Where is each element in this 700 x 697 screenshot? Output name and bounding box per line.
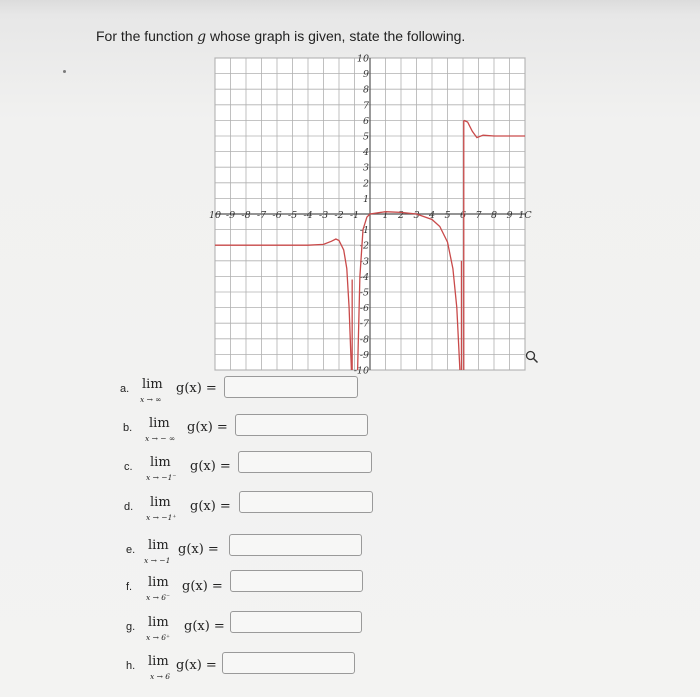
y-tick-label: 6 (362, 115, 369, 127)
part-letter: g. (126, 621, 136, 633)
part-letter: a. (120, 383, 130, 395)
limit-expression: g(x) = (190, 499, 231, 514)
y-tick-label: -8 (359, 334, 369, 346)
limit-expression: g(x) = (184, 619, 225, 634)
margin-dot (63, 70, 66, 73)
y-tick-label: -5 (359, 287, 369, 299)
y-tick-label: 7 (362, 100, 369, 112)
prompt-text-start: For the function (96, 28, 198, 44)
limit-expression: g(x) = (190, 459, 231, 474)
limit-expression: g(x) = (182, 579, 223, 594)
y-tick-label: 8 (362, 84, 369, 96)
limit-operator: lim (150, 455, 171, 470)
limit-approach: x → −1⁻ (146, 473, 177, 482)
y-tick-label: -6 (359, 303, 369, 315)
limit-approach: x → −1⁺ (146, 513, 177, 522)
limit-operator: lim (148, 575, 169, 590)
answer-box-b[interactable] (235, 414, 368, 436)
magnifier-icon[interactable] (525, 350, 539, 364)
y-tick-label: -1 (359, 225, 369, 237)
x-tick-label: -9 (225, 210, 236, 221)
limit-approach: x → −1 (144, 556, 171, 565)
question-prompt (96, 28, 465, 45)
x-tick-label: -2 (334, 210, 344, 221)
x-tick-label: -7 (256, 210, 267, 221)
x-tick-label: -1 (349, 210, 360, 221)
x-tick-label: 2 (397, 210, 405, 221)
y-tick-label: 2 (362, 178, 369, 190)
limit-expression: g(x) = (176, 381, 217, 396)
y-tick-label: -2 (359, 240, 369, 252)
y-tick-label: 9 (362, 69, 369, 81)
limit-approach: x → 6⁺ (146, 633, 171, 642)
limit-expression: g(x) = (187, 420, 228, 435)
x-tick-label: 5 (444, 210, 451, 221)
part-letter: h. (126, 660, 136, 672)
answer-box-e[interactable] (229, 534, 362, 556)
y-tick-label: 5 (362, 131, 369, 143)
x-tick-label: -3 (318, 210, 329, 221)
prompt-function-name: g (197, 29, 207, 45)
y-tick-label: -9 (359, 349, 369, 361)
y-tick-label: -4 (359, 271, 369, 283)
limit-operator: lim (150, 495, 171, 510)
part-letter: f. (126, 581, 133, 593)
x-tick-label: 7 (475, 210, 482, 221)
answer-box-d[interactable] (239, 491, 373, 513)
x-tick-label: 8 (490, 210, 498, 221)
limit-approach: x → 6 (150, 672, 171, 681)
part-letter: c. (124, 461, 133, 473)
x-tick-label: 4 (428, 210, 436, 221)
x-tick-label: -4 (303, 210, 313, 221)
x-tick-label: 3 (413, 210, 420, 221)
answer-box-g[interactable] (230, 611, 362, 633)
part-letter: b. (123, 422, 133, 434)
y-tick-label: 3 (362, 162, 369, 174)
answer-box-a[interactable] (224, 376, 358, 398)
x-tick-label: -8 (241, 210, 251, 221)
limit-expression: g(x) = (176, 658, 217, 673)
y-tick-label: -7 (359, 318, 369, 330)
x-tick-label: 10 (208, 210, 222, 221)
part-letter: d. (124, 501, 134, 513)
y-tick-label: -10 (353, 365, 369, 377)
part-letter: e. (126, 544, 136, 556)
y-tick-label: 10 (356, 53, 369, 65)
limit-operator: lim (148, 538, 169, 553)
x-tick-label: 1C (518, 210, 532, 221)
limit-operator: lim (148, 615, 169, 630)
limit-expression: g(x) = (178, 542, 219, 557)
limit-approach: x → 6⁻ (146, 593, 171, 602)
limit-approach: x → ∞ (140, 395, 162, 404)
function-graph (208, 44, 540, 377)
x-tick-label: -6 (272, 210, 282, 221)
x-tick-label: 1 (382, 210, 389, 221)
x-tick-label: 6 (459, 210, 467, 221)
limit-operator: lim (148, 654, 169, 669)
prompt-text-end: whose graph is given, state the following. (206, 28, 466, 44)
x-tick-label: -5 (287, 210, 298, 221)
limit-approach: x → − ∞ (145, 434, 176, 443)
limit-operator: lim (142, 377, 163, 392)
answer-box-f[interactable] (230, 570, 363, 592)
y-tick-label: -3 (359, 256, 369, 268)
y-tick-label: 1 (362, 193, 369, 205)
answer-box-h[interactable] (222, 652, 355, 674)
answer-box-c[interactable] (238, 451, 372, 473)
x-tick-label: 9 (506, 210, 513, 221)
limit-operator: lim (149, 416, 170, 431)
y-tick-label: 4 (362, 147, 369, 159)
